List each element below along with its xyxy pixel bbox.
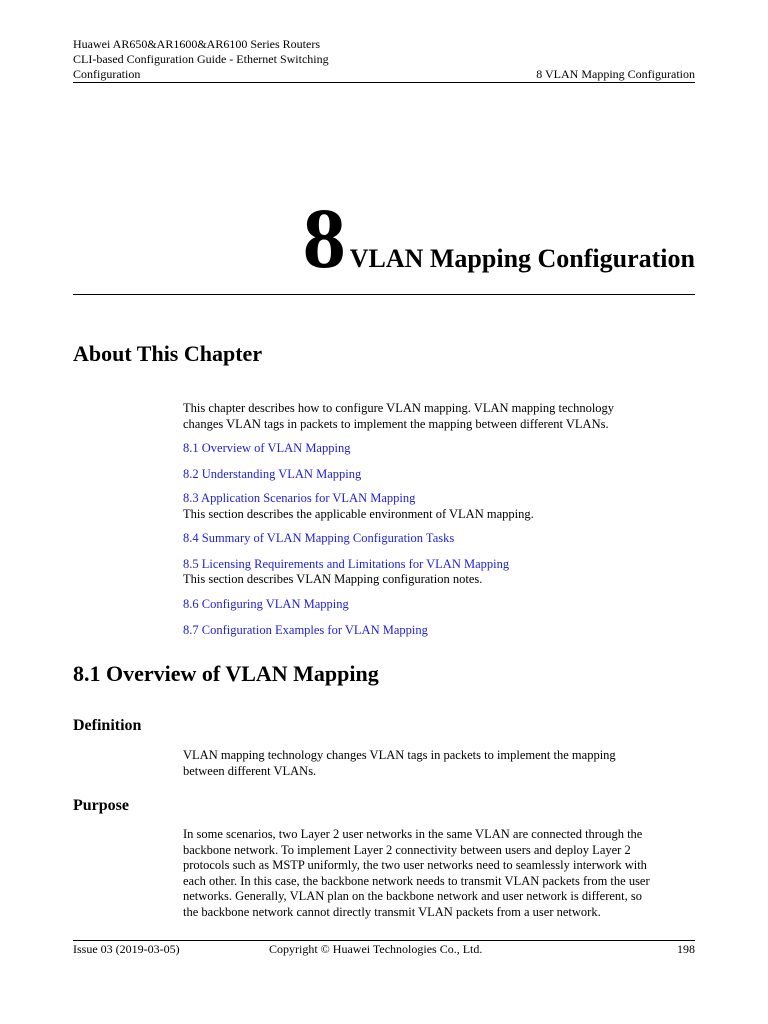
purpose-line: networks. Generally, VLAN plan on the backbone network and user network is different, so [183,889,643,903]
footer-issue: Issue 03 (2019-03-05) [73,942,180,956]
footer-page-number: 198 [677,942,695,956]
link-8-3-description: This section describes the applicable environment of VLAN mapping. [183,507,534,521]
about-heading: About This Chapter [73,341,263,366]
link-8-1[interactable]: 8.1 Overview of VLAN Mapping [183,441,351,455]
purpose-heading: Purpose [73,797,129,814]
link-8-5[interactable]: 8.5 Licensing Requirements and Limitations for VLAN Mapping [183,557,510,571]
header-line-1: Huawei AR650&AR1600&AR6100 Series Routers [73,37,320,51]
definition-text [183,748,698,779]
purpose-line: In some scenarios, two Layer 2 user networks in the same VLAN are connected through the [183,827,643,841]
chapter-title-block [302,190,695,286]
purpose-line: protocols such as MSTP uniformly, the two user networks need to seamlessly interwork with [183,858,647,872]
about-intro-line: This chapter describes how to configure VLAN mapping. VLAN mapping technology [183,401,615,415]
link-8-4[interactable]: 8.4 Summary of VLAN Mapping Configuration Tasks [183,531,455,545]
section-heading: 8.1 Overview of VLAN Mapping [73,661,379,686]
running-header [73,37,329,82]
definition-line: between different VLANs. [183,763,317,778]
header-divider [73,82,695,83]
purpose-text [183,827,698,920]
link-8-3[interactable]: 8.3 Application Scenarios for VLAN Mapping [183,491,416,505]
link-8-7[interactable]: 8.7 Configuration Examples for VLAN Mapping [183,623,428,637]
purpose-line: backbone network. To implement Layer 2 connectivity between users and deploy Layer 2 [183,842,631,857]
definition-heading: Definition [73,717,142,734]
header-chapter-name: 8 VLAN Mapping Configuration [536,67,695,81]
header-line-2: CLI-based Configuration Guide - Ethernet Switching [73,52,329,66]
purpose-line: each other. In this case, the backbone network needs to transmit VLAN packets from the user [183,873,650,888]
footer-divider [73,940,695,941]
chapter-divider [73,294,695,295]
chapter-title: VLAN Mapping Configuration [349,244,695,273]
chapter-number: 8 [302,190,346,286]
definition-line: VLAN mapping technology changes VLAN tags in packets to implement the mapping [183,748,616,762]
footer-copyright: Copyright © Huawei Technologies Co., Ltd. [269,942,483,956]
link-8-5-description: This section describes VLAN Mapping configuration notes. [183,572,483,586]
link-8-2[interactable]: 8.2 Understanding VLAN Mapping [183,467,362,481]
about-intro-line: changes VLAN tags in packets to implement the mapping between different VLANs. [183,416,609,431]
purpose-line: the backbone network cannot directly transmit VLAN packets from a user network. [183,904,601,919]
header-line-3: Configuration [73,67,141,81]
link-8-6[interactable]: 8.6 Configuring VLAN Mapping [183,597,349,611]
about-intro [183,401,698,432]
